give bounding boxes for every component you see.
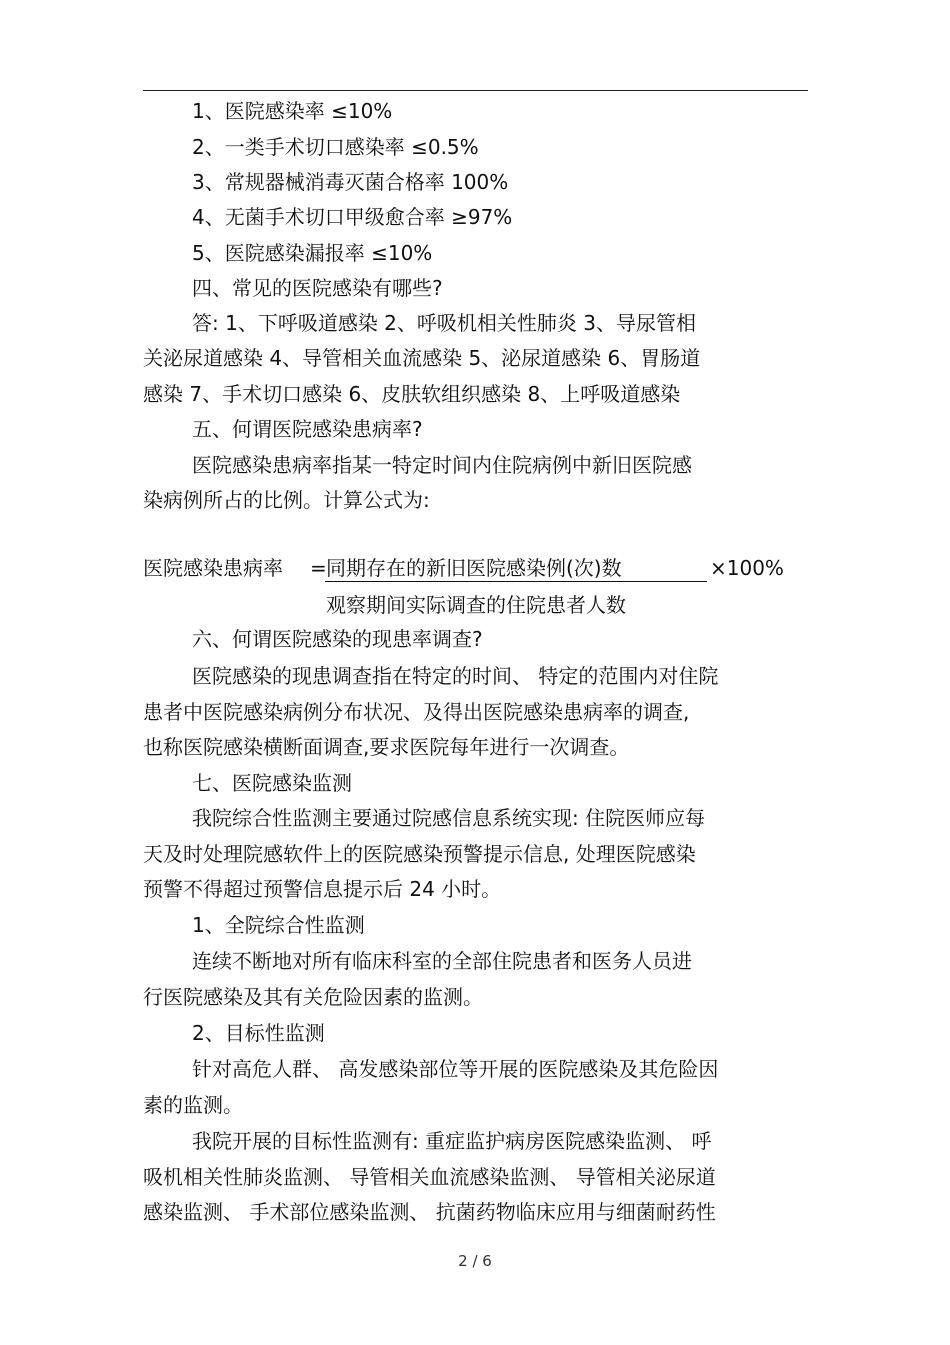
text-line: 感染监测、 手术部位感染监测、 抗菌药物临床应用与细菌耐药性 bbox=[143, 1200, 716, 1224]
text-line: 染病例所占的比例。计算公式为: bbox=[143, 488, 430, 512]
text-line: 5、医院感染漏报率 ≤10% bbox=[192, 241, 433, 265]
text-line: 3、常规器械消毒灭菌合格率 100% bbox=[192, 170, 509, 194]
formula-equals: = bbox=[310, 556, 327, 580]
text-line: 素的监测。 bbox=[143, 1093, 243, 1117]
text-line: 感染 7、手术切口感染 6、皮肤软组织感染 8、上呼吸道感染 bbox=[143, 382, 681, 406]
text-line: 连续不断地对所有临床科室的全部住院患者和医务人员进 bbox=[192, 949, 692, 973]
text-line: 医院感染患病率指某一特定时间内住院病例中新旧医院感 bbox=[192, 453, 692, 477]
text-line: 我院开展的目标性监测有: 重症监护病房医院感染监测、 呼 bbox=[192, 1129, 712, 1153]
text-line: 我院综合性监测主要通过院感信息系统实现: 住院医师应每 bbox=[192, 806, 706, 830]
text-line: 也称医院感染横断面调查,要求医院每年进行一次调查。 bbox=[143, 735, 630, 759]
subsection-heading: 1、全院综合性监测 bbox=[192, 913, 365, 937]
section-heading: 五、何谓医院感染患病率? bbox=[192, 417, 423, 441]
section-heading: 六、何谓医院感染的现患率调查? bbox=[192, 627, 483, 651]
text-line: 4、无菌手术切口甲级愈合率 ≥97% bbox=[192, 205, 513, 229]
header-rule bbox=[143, 90, 808, 91]
formula-label: 医院感染患病率 bbox=[143, 556, 283, 580]
text-line: 预警不得超过预警信息提示后 24 小时。 bbox=[143, 877, 502, 901]
text-line: 关泌尿道感染 4、导管相关血流感染 5、泌尿道感染 6、胃肠道 bbox=[143, 346, 701, 370]
text-line: 患者中医院感染病例分布状况、及得出医院感染患病率的调查, bbox=[143, 700, 690, 724]
text-line: 医院感染的现患调查指在特定的时间、 特定的范围内对住院 bbox=[192, 664, 719, 688]
formula-numerator: 同期存在的新旧医院感染例(次)数 bbox=[326, 556, 622, 580]
section-heading: 四、常见的医院感染有哪些? bbox=[192, 276, 443, 300]
text-line: 答: 1、下呼吸道感染 2、呼吸机相关性肺炎 3、导尿管相 bbox=[192, 311, 696, 335]
text-line: 2、一类手术切口感染率 ≤0.5% bbox=[192, 135, 479, 159]
text-line: 针对高危人群、 高发感染部位等开展的医院感染及其危险因 bbox=[192, 1057, 719, 1081]
text-line: 1、医院感染率 ≤10% bbox=[192, 99, 393, 123]
page-number: 2 / 6 bbox=[458, 1252, 492, 1270]
formula-multiplier: ×100% bbox=[710, 556, 784, 580]
section-heading: 七、医院感染监测 bbox=[192, 771, 352, 795]
subsection-heading: 2、目标性监测 bbox=[192, 1021, 325, 1045]
text-line: 吸机相关性肺炎监测、 导管相关血流感染监测、 导管相关泌尿道 bbox=[143, 1165, 716, 1189]
formula-denominator: 观察期间实际调查的住院患者人数 bbox=[326, 593, 626, 617]
text-line: 行医院感染及其有关危险因素的监测。 bbox=[143, 985, 483, 1009]
text-line: 天及时处理院感软件上的医院感染预警提示信息, 处理医院感染 bbox=[143, 842, 696, 866]
